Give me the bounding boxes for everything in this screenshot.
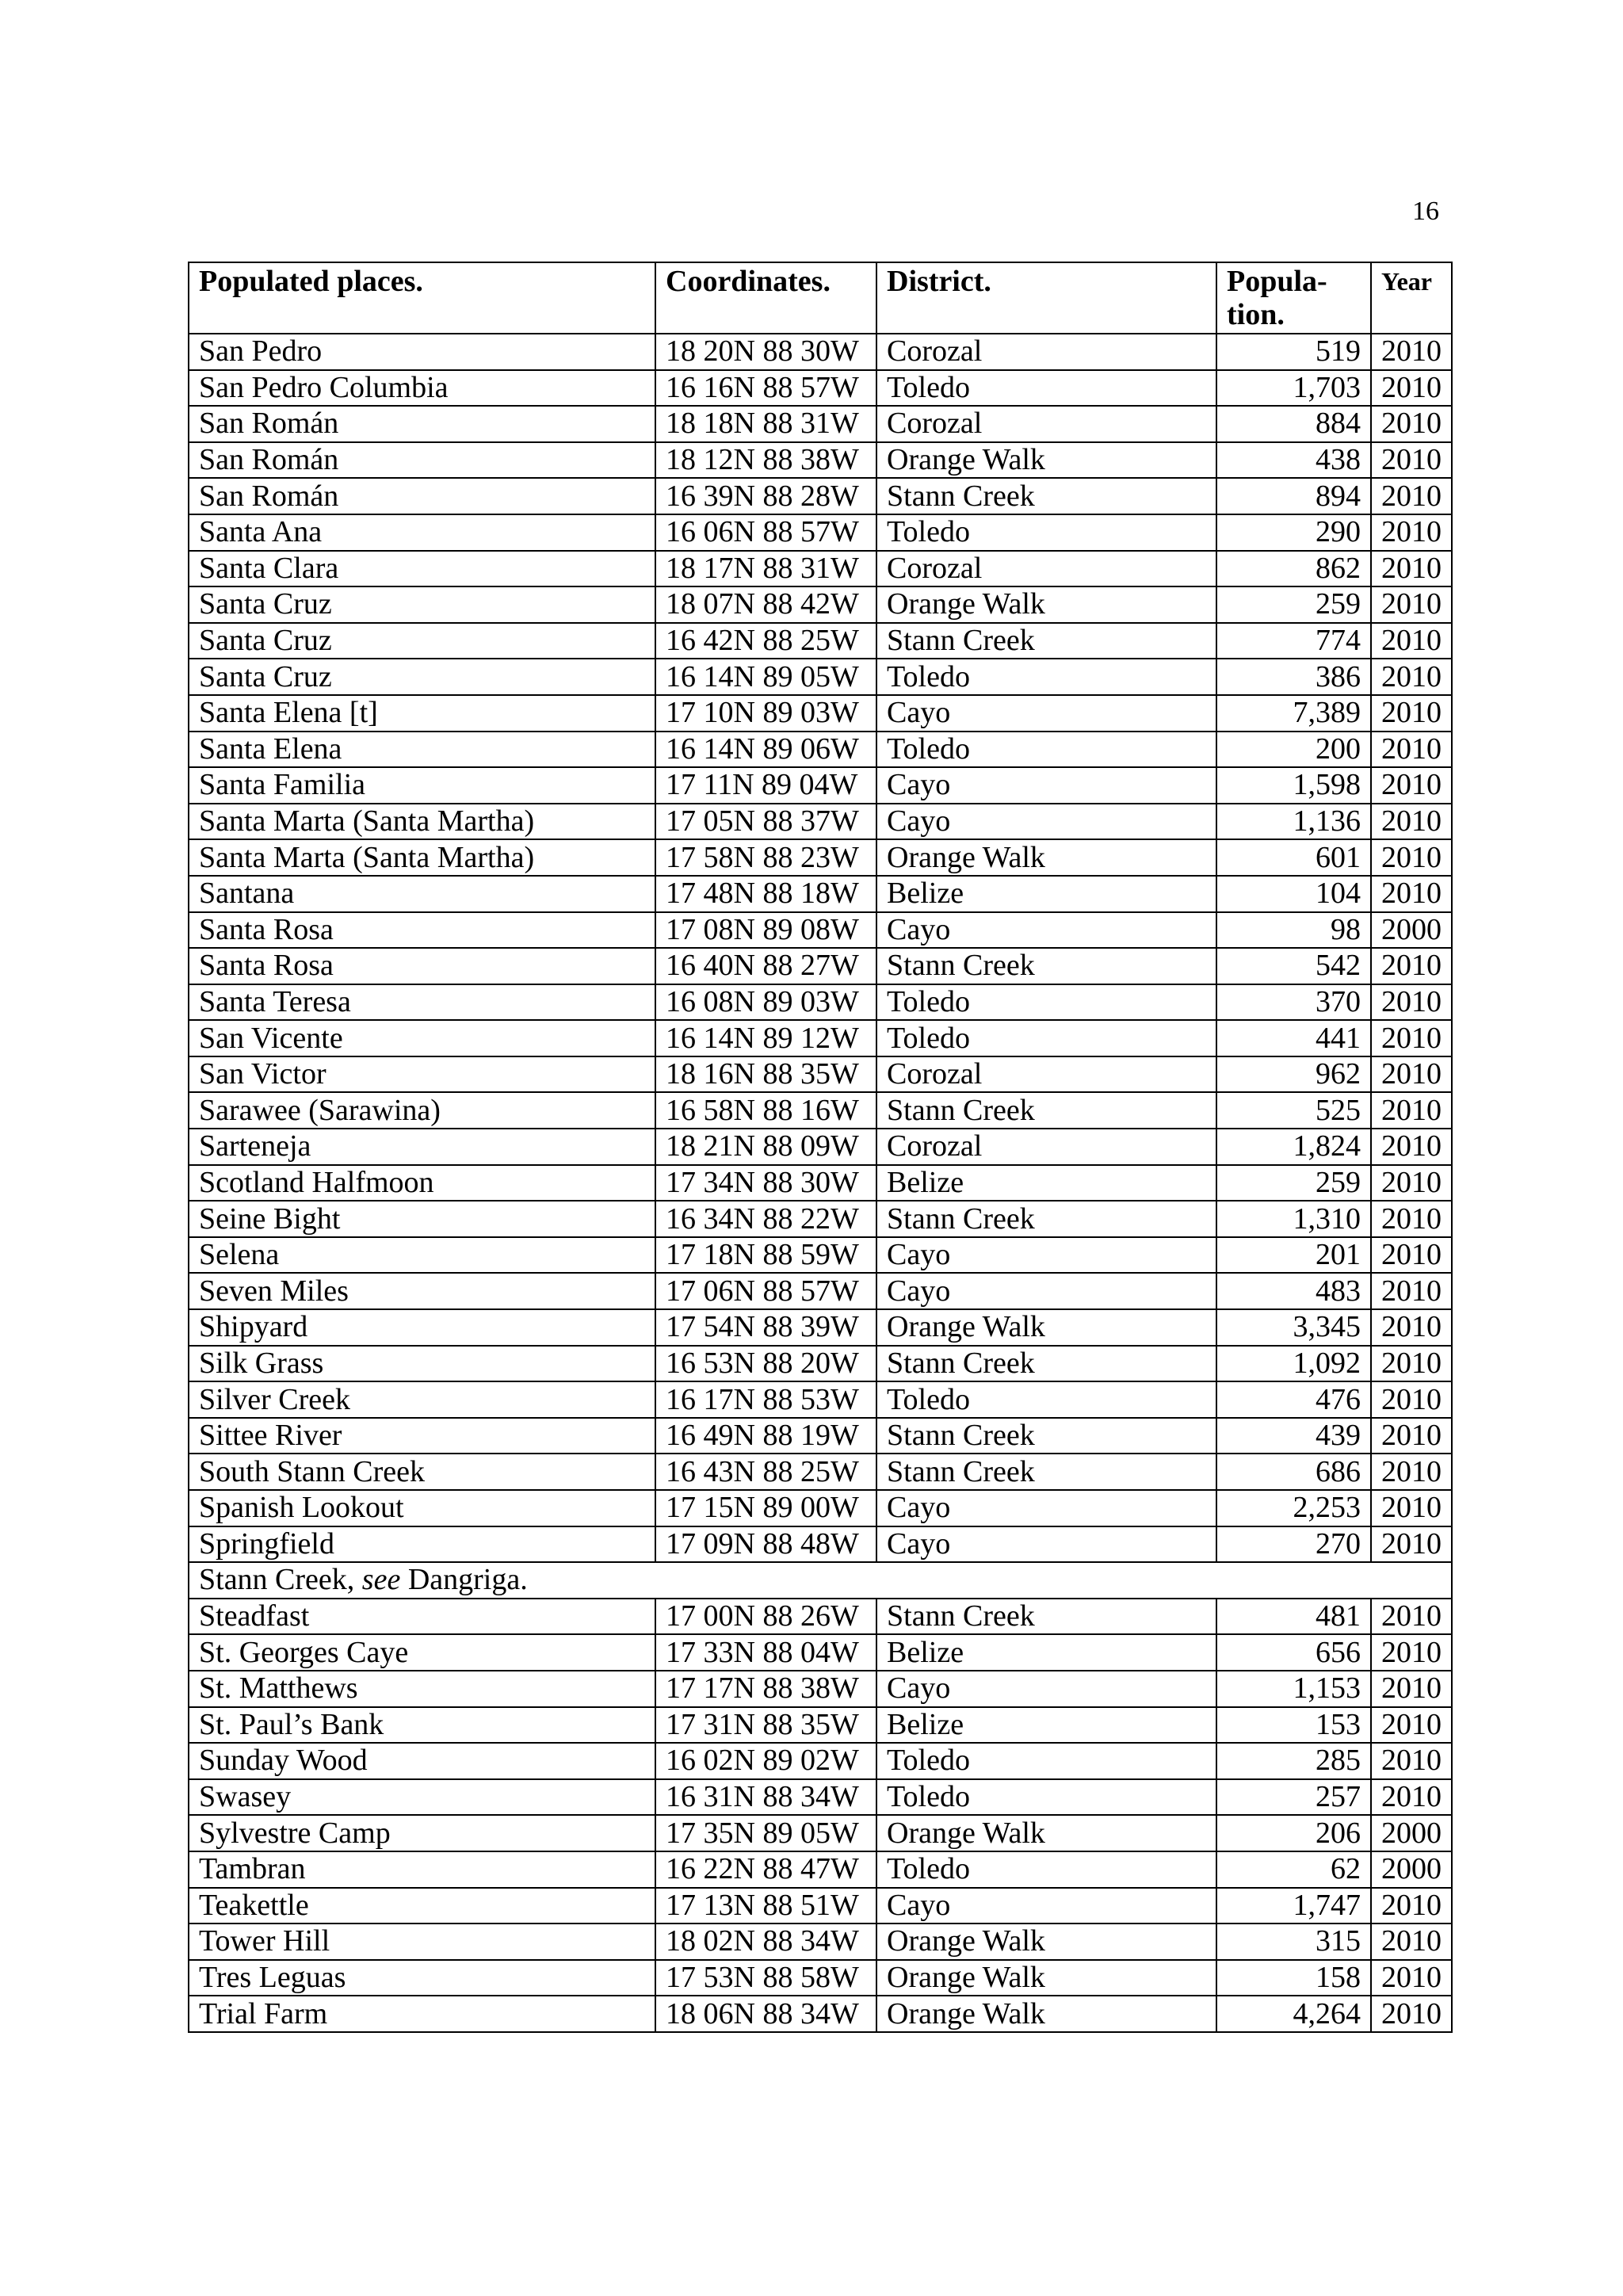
table-body xyxy=(189,334,1452,2032)
cell-population: 774 xyxy=(1216,623,1371,659)
cell-district: Stann Creek xyxy=(876,1346,1216,1382)
cell-place: Shipyard xyxy=(189,1309,655,1346)
cell-coordinates: 16 17N 88 53W xyxy=(655,1381,876,1418)
cell-place: Seven Miles xyxy=(189,1273,655,1309)
cell-population: 259 xyxy=(1216,1165,1371,1201)
cell-coordinates: 16 58N 88 16W xyxy=(655,1092,876,1129)
cell-place: Santa Clara xyxy=(189,551,655,587)
cell-place: San Román xyxy=(189,406,655,442)
cell-year: 2010 xyxy=(1371,1273,1452,1309)
cell-year: 2010 xyxy=(1371,334,1452,370)
cell-population: 200 xyxy=(1216,732,1371,768)
cell-coordinates: 17 05N 88 37W xyxy=(655,804,876,840)
cell-coordinates: 16 08N 89 03W xyxy=(655,984,876,1021)
cell-coordinates: 17 13N 88 51W xyxy=(655,1888,876,1924)
cell-place: Santa Cruz xyxy=(189,586,655,623)
cell-coordinates: 16 22N 88 47W xyxy=(655,1851,876,1888)
cell-coordinates: 16 42N 88 25W xyxy=(655,623,876,659)
cell-year: 2010 xyxy=(1371,1634,1452,1671)
table-row xyxy=(189,1960,1452,1996)
table-row xyxy=(189,1020,1452,1056)
table-row xyxy=(189,1851,1452,1888)
table-row xyxy=(189,1381,1452,1418)
table-row xyxy=(189,1201,1452,1237)
cell-district: Cayo xyxy=(876,1888,1216,1924)
cell-year: 2010 xyxy=(1371,1888,1452,1924)
cell-population: 1,310 xyxy=(1216,1201,1371,1237)
cell-district: Toledo xyxy=(876,1020,1216,1056)
cell-district: Stann Creek xyxy=(876,1201,1216,1237)
cell-population: 1,136 xyxy=(1216,804,1371,840)
cell-coordinates: 16 31N 88 34W xyxy=(655,1779,876,1816)
cell-coordinates: 18 07N 88 42W xyxy=(655,586,876,623)
cell-year: 2010 xyxy=(1371,1092,1452,1129)
cell-district: Toledo xyxy=(876,732,1216,768)
cell-coordinates: 17 17N 88 38W xyxy=(655,1671,876,1707)
cell-district: Corozal xyxy=(876,1129,1216,1165)
cell-coordinates: 18 20N 88 30W xyxy=(655,334,876,370)
cell-coordinates: 18 21N 88 09W xyxy=(655,1129,876,1165)
cell-place: Tres Leguas xyxy=(189,1960,655,1996)
cell-district: Toledo xyxy=(876,1779,1216,1816)
cell-year: 2010 xyxy=(1371,1381,1452,1418)
table-row xyxy=(189,1129,1452,1165)
table-row xyxy=(189,334,1452,370)
cell-population: 7,389 xyxy=(1216,695,1371,732)
cell-population: 476 xyxy=(1216,1381,1371,1418)
table-row xyxy=(189,406,1452,442)
cell-place: Santa Ana xyxy=(189,514,655,551)
cell-population: 98 xyxy=(1216,912,1371,949)
cell-year: 2010 xyxy=(1371,984,1452,1021)
cell-coordinates: 16 14N 89 12W xyxy=(655,1020,876,1056)
cell-coordinates: 17 00N 88 26W xyxy=(655,1599,876,1635)
cell-district: Stann Creek xyxy=(876,1092,1216,1129)
cell-place: Scotland Halfmoon xyxy=(189,1165,655,1201)
cell-place: Swasey xyxy=(189,1779,655,1816)
cell-year: 2000 xyxy=(1371,912,1452,949)
cell-place: Tambran xyxy=(189,1851,655,1888)
cell-population: 370 xyxy=(1216,984,1371,1021)
cell-year: 2010 xyxy=(1371,1599,1452,1635)
table-row xyxy=(189,1490,1452,1526)
table-row xyxy=(189,1779,1452,1816)
cell-place: Tower Hill xyxy=(189,1924,655,1960)
cell-district: Stann Creek xyxy=(876,1599,1216,1635)
cell-coordinates: 17 11N 89 04W xyxy=(655,767,876,804)
cell-year: 2010 xyxy=(1371,1056,1452,1093)
cell-population: 201 xyxy=(1216,1237,1371,1274)
cell-district: Stann Creek xyxy=(876,1418,1216,1454)
cell-place: Santa Elena xyxy=(189,732,655,768)
cell-coordinates: 17 10N 89 03W xyxy=(655,695,876,732)
cell-district: Orange Walk xyxy=(876,1924,1216,1960)
cell-district: Cayo xyxy=(876,804,1216,840)
cell-coordinates: 17 08N 89 08W xyxy=(655,912,876,949)
cell-population: 1,598 xyxy=(1216,767,1371,804)
cell-district: Cayo xyxy=(876,1237,1216,1274)
cell-population: 1,703 xyxy=(1216,370,1371,407)
table-row xyxy=(189,876,1452,912)
cell-place: Sarteneja xyxy=(189,1129,655,1165)
cell-district: Orange Walk xyxy=(876,839,1216,876)
cell-place: Santa Marta (Santa Martha) xyxy=(189,839,655,876)
cell-place: Sarawee (Sarawina) xyxy=(189,1092,655,1129)
cell-place: Silver Creek xyxy=(189,1381,655,1418)
cell-district: Belize xyxy=(876,1707,1216,1744)
cell-district: Cayo xyxy=(876,1671,1216,1707)
cell-place: Sylvestre Camp xyxy=(189,1815,655,1851)
cell-year: 2010 xyxy=(1371,442,1452,479)
cell-population: 656 xyxy=(1216,1634,1371,1671)
cell-district: Belize xyxy=(876,1634,1216,1671)
cell-place: Sittee River xyxy=(189,1418,655,1454)
cell-place: Santa Rosa xyxy=(189,948,655,984)
cell-district: Orange Walk xyxy=(876,1960,1216,1996)
cell-place: Trial Farm xyxy=(189,1996,655,2032)
cell-district: Stann Creek xyxy=(876,1454,1216,1490)
cell-place: South Stann Creek xyxy=(189,1454,655,1490)
cell-place: Santa Rosa xyxy=(189,912,655,949)
cell-place: San Victor xyxy=(189,1056,655,1093)
cell-year: 2010 xyxy=(1371,586,1452,623)
cell-year: 2010 xyxy=(1371,1743,1452,1779)
cell-district: Orange Walk xyxy=(876,586,1216,623)
cell-place: San Vicente xyxy=(189,1020,655,1056)
cell-population: 894 xyxy=(1216,478,1371,514)
cell-year: 2010 xyxy=(1371,623,1452,659)
cell-district: Corozal xyxy=(876,1056,1216,1093)
populated-places-table xyxy=(188,262,1453,2033)
cell-population: 290 xyxy=(1216,514,1371,551)
cell-population: 257 xyxy=(1216,1779,1371,1816)
cell-year: 2010 xyxy=(1371,948,1452,984)
cell-coordinates: 16 53N 88 20W xyxy=(655,1346,876,1382)
table-row xyxy=(189,1273,1452,1309)
cell-place: Santana xyxy=(189,876,655,912)
cell-coordinates: 18 12N 88 38W xyxy=(655,442,876,479)
cell-coordinates: 17 34N 88 30W xyxy=(655,1165,876,1201)
cell-year: 2010 xyxy=(1371,370,1452,407)
cell-population: 259 xyxy=(1216,586,1371,623)
cell-population: 884 xyxy=(1216,406,1371,442)
cell-population: 3,345 xyxy=(1216,1309,1371,1346)
cell-year: 2010 xyxy=(1371,839,1452,876)
cell-coordinates: 18 02N 88 34W xyxy=(655,1924,876,1960)
cell-coordinates: 17 15N 89 00W xyxy=(655,1490,876,1526)
cell-district: Corozal xyxy=(876,406,1216,442)
cell-year: 2010 xyxy=(1371,1707,1452,1744)
cell-population: 519 xyxy=(1216,334,1371,370)
header-coordinates: Coordinates. xyxy=(655,262,876,334)
table-row xyxy=(189,370,1452,407)
cell-year: 2010 xyxy=(1371,1201,1452,1237)
cell-coordinates: 18 17N 88 31W xyxy=(655,551,876,587)
cell-population: 483 xyxy=(1216,1273,1371,1309)
table-row xyxy=(189,1056,1452,1093)
cell-coordinates: 16 14N 89 05W xyxy=(655,659,876,695)
cell-district: Cayo xyxy=(876,1526,1216,1563)
cell-population: 542 xyxy=(1216,948,1371,984)
cell-year: 2010 xyxy=(1371,1129,1452,1165)
header-year: Year xyxy=(1371,262,1452,334)
cell-place: San Pedro Columbia xyxy=(189,370,655,407)
cell-district: Toledo xyxy=(876,1381,1216,1418)
cell-population: 2,253 xyxy=(1216,1490,1371,1526)
table-row xyxy=(189,1634,1452,1671)
cell-year: 2000 xyxy=(1371,1815,1452,1851)
cell-year: 2010 xyxy=(1371,1346,1452,1382)
cell-year: 2010 xyxy=(1371,767,1452,804)
cell-place: Santa Familia xyxy=(189,767,655,804)
table-row xyxy=(189,1092,1452,1129)
cell-place: Santa Elena [t] xyxy=(189,695,655,732)
cell-coordinates: 18 06N 88 34W xyxy=(655,1996,876,2032)
cell-year: 2010 xyxy=(1371,1996,1452,2032)
cell-coordinates: 17 06N 88 57W xyxy=(655,1273,876,1309)
cell-coordinates: 17 18N 88 59W xyxy=(655,1237,876,1274)
cell-coordinates: 18 16N 88 35W xyxy=(655,1056,876,1093)
cell-population: 270 xyxy=(1216,1526,1371,1563)
cell-year: 2010 xyxy=(1371,1960,1452,1996)
cell-year: 2010 xyxy=(1371,1526,1452,1563)
cross-reference-row xyxy=(189,1562,1452,1599)
cell-place: St. Matthews xyxy=(189,1671,655,1707)
cell-year: 2010 xyxy=(1371,551,1452,587)
cross-reference-cell xyxy=(189,1562,1452,1599)
cell-population: 285 xyxy=(1216,1743,1371,1779)
cell-year: 2010 xyxy=(1371,1490,1452,1526)
cell-population: 438 xyxy=(1216,442,1371,479)
cell-population: 4,264 xyxy=(1216,1996,1371,2032)
cell-population: 601 xyxy=(1216,839,1371,876)
cell-population: 206 xyxy=(1216,1815,1371,1851)
cell-population: 1,092 xyxy=(1216,1346,1371,1382)
cell-place: Santa Marta (Santa Martha) xyxy=(189,804,655,840)
cell-coordinates: 17 33N 88 04W xyxy=(655,1634,876,1671)
table-row xyxy=(189,1707,1452,1744)
cell-population: 62 xyxy=(1216,1851,1371,1888)
page-number: 16 xyxy=(1412,197,1439,226)
table-row xyxy=(189,948,1452,984)
table-row xyxy=(189,1924,1452,1960)
cell-year: 2010 xyxy=(1371,1671,1452,1707)
cell-year: 2010 xyxy=(1371,1779,1452,1816)
table-row xyxy=(189,804,1452,840)
cell-population: 1,153 xyxy=(1216,1671,1371,1707)
cell-place: St. Paul’s Bank xyxy=(189,1707,655,1744)
cell-place: Springfield xyxy=(189,1526,655,1563)
cell-coordinates: 17 35N 89 05W xyxy=(655,1815,876,1851)
cell-year: 2010 xyxy=(1371,659,1452,695)
table-row xyxy=(189,732,1452,768)
cell-district: Stann Creek xyxy=(876,478,1216,514)
table-row xyxy=(189,1599,1452,1635)
cell-place: Spanish Lookout xyxy=(189,1490,655,1526)
cell-district: Stann Creek xyxy=(876,948,1216,984)
cell-district: Belize xyxy=(876,1165,1216,1201)
cell-population: 862 xyxy=(1216,551,1371,587)
cell-population: 315 xyxy=(1216,1924,1371,1960)
cell-place: Steadfast xyxy=(189,1599,655,1635)
table-row xyxy=(189,1165,1452,1201)
cell-place: Teakettle xyxy=(189,1888,655,1924)
table-row xyxy=(189,586,1452,623)
cell-district: Cayo xyxy=(876,1490,1216,1526)
cell-district: Corozal xyxy=(876,334,1216,370)
cell-coordinates: 16 14N 89 06W xyxy=(655,732,876,768)
cell-population: 386 xyxy=(1216,659,1371,695)
cell-district: Orange Walk xyxy=(876,442,1216,479)
header-district: District. xyxy=(876,262,1216,334)
cell-district: Toledo xyxy=(876,1851,1216,1888)
cell-coordinates: 17 53N 88 58W xyxy=(655,1960,876,1996)
cell-district: Cayo xyxy=(876,695,1216,732)
cell-population: 962 xyxy=(1216,1056,1371,1093)
cell-year: 2010 xyxy=(1371,695,1452,732)
table-row xyxy=(189,1526,1452,1563)
cell-district: Cayo xyxy=(876,912,1216,949)
cell-year: 2000 xyxy=(1371,1851,1452,1888)
table-row xyxy=(189,623,1452,659)
cell-district: Orange Walk xyxy=(876,1309,1216,1346)
cell-district: Orange Walk xyxy=(876,1815,1216,1851)
cell-place: San Román xyxy=(189,478,655,514)
cell-coordinates: 17 48N 88 18W xyxy=(655,876,876,912)
cell-population: 158 xyxy=(1216,1960,1371,1996)
cell-coordinates: 16 40N 88 27W xyxy=(655,948,876,984)
cell-population: 481 xyxy=(1216,1599,1371,1635)
cell-place: Silk Grass xyxy=(189,1346,655,1382)
cell-year: 2010 xyxy=(1371,514,1452,551)
cell-district: Cayo xyxy=(876,767,1216,804)
cell-coordinates: 16 49N 88 19W xyxy=(655,1418,876,1454)
cell-population: 1,747 xyxy=(1216,1888,1371,1924)
cell-place: Seine Bight xyxy=(189,1201,655,1237)
table-row xyxy=(189,659,1452,695)
table-row xyxy=(189,1346,1452,1382)
header-place: Populated places. xyxy=(189,262,655,334)
cell-place: Santa Cruz xyxy=(189,659,655,695)
cell-population: 441 xyxy=(1216,1020,1371,1056)
cell-year: 2010 xyxy=(1371,1237,1452,1274)
cell-district: Toledo xyxy=(876,514,1216,551)
cell-coordinates: 17 58N 88 23W xyxy=(655,839,876,876)
header-population: Popula- tion. xyxy=(1216,262,1371,334)
cell-place: San Román xyxy=(189,442,655,479)
cell-coordinates: 16 02N 89 02W xyxy=(655,1743,876,1779)
cell-coordinates: 16 43N 88 25W xyxy=(655,1454,876,1490)
cell-population: 153 xyxy=(1216,1707,1371,1744)
cell-year: 2010 xyxy=(1371,1165,1452,1201)
table-row xyxy=(189,442,1452,479)
table-row xyxy=(189,1418,1452,1454)
cell-place: Santa Teresa xyxy=(189,984,655,1021)
cell-year: 2010 xyxy=(1371,732,1452,768)
cell-year: 2010 xyxy=(1371,1924,1452,1960)
cell-year: 2010 xyxy=(1371,804,1452,840)
cell-year: 2010 xyxy=(1371,478,1452,514)
table-row xyxy=(189,1888,1452,1924)
table-row xyxy=(189,514,1452,551)
cell-place: San Pedro xyxy=(189,334,655,370)
cell-coordinates: 16 34N 88 22W xyxy=(655,1201,876,1237)
cell-district: Toledo xyxy=(876,1743,1216,1779)
cell-year: 2010 xyxy=(1371,1020,1452,1056)
cell-place: Selena xyxy=(189,1237,655,1274)
cell-place: Sunday Wood xyxy=(189,1743,655,1779)
cell-population: 439 xyxy=(1216,1418,1371,1454)
cell-coordinates: 16 06N 88 57W xyxy=(655,514,876,551)
table-row xyxy=(189,551,1452,587)
cell-population: 1,824 xyxy=(1216,1129,1371,1165)
cell-district: Toledo xyxy=(876,370,1216,407)
cell-place: Santa Cruz xyxy=(189,623,655,659)
table-row xyxy=(189,839,1452,876)
table-row xyxy=(189,1237,1452,1274)
table-row xyxy=(189,1309,1452,1346)
table-row xyxy=(189,695,1452,732)
cell-year: 2010 xyxy=(1371,1454,1452,1490)
cell-population: 104 xyxy=(1216,876,1371,912)
cell-district: Stann Creek xyxy=(876,623,1216,659)
cell-coordinates: 17 54N 88 39W xyxy=(655,1309,876,1346)
cell-coordinates: 16 39N 88 28W xyxy=(655,478,876,514)
cell-year: 2010 xyxy=(1371,1309,1452,1346)
cell-district: Orange Walk xyxy=(876,1996,1216,2032)
cell-district: Toledo xyxy=(876,984,1216,1021)
cell-place: St. Georges Caye xyxy=(189,1634,655,1671)
cell-population: 525 xyxy=(1216,1092,1371,1129)
cell-district: Cayo xyxy=(876,1273,1216,1309)
cell-coordinates: 17 09N 88 48W xyxy=(655,1526,876,1563)
table-row xyxy=(189,1996,1452,2032)
table-row xyxy=(189,1815,1452,1851)
cell-coordinates: 17 31N 88 35W xyxy=(655,1707,876,1744)
cell-district: Corozal xyxy=(876,551,1216,587)
table-row xyxy=(189,1671,1452,1707)
cell-year: 2010 xyxy=(1371,876,1452,912)
cell-district: Toledo xyxy=(876,659,1216,695)
cell-coordinates: 18 18N 88 31W xyxy=(655,406,876,442)
cross-reference-place: Stann Creek, xyxy=(199,1563,355,1597)
cell-year: 2010 xyxy=(1371,1418,1452,1454)
cell-coordinates: 16 16N 88 57W xyxy=(655,370,876,407)
table-header-row xyxy=(189,262,1452,334)
table-row xyxy=(189,767,1452,804)
cell-district: Belize xyxy=(876,876,1216,912)
cross-reference-see: see xyxy=(361,1563,401,1597)
table-row xyxy=(189,984,1452,1021)
cell-population: 686 xyxy=(1216,1454,1371,1490)
cell-year: 2010 xyxy=(1371,406,1452,442)
table-row xyxy=(189,478,1452,514)
cross-reference-target: Dangriga. xyxy=(407,1563,528,1597)
table-row xyxy=(189,912,1452,949)
table-row xyxy=(189,1454,1452,1490)
table-row xyxy=(189,1743,1452,1779)
